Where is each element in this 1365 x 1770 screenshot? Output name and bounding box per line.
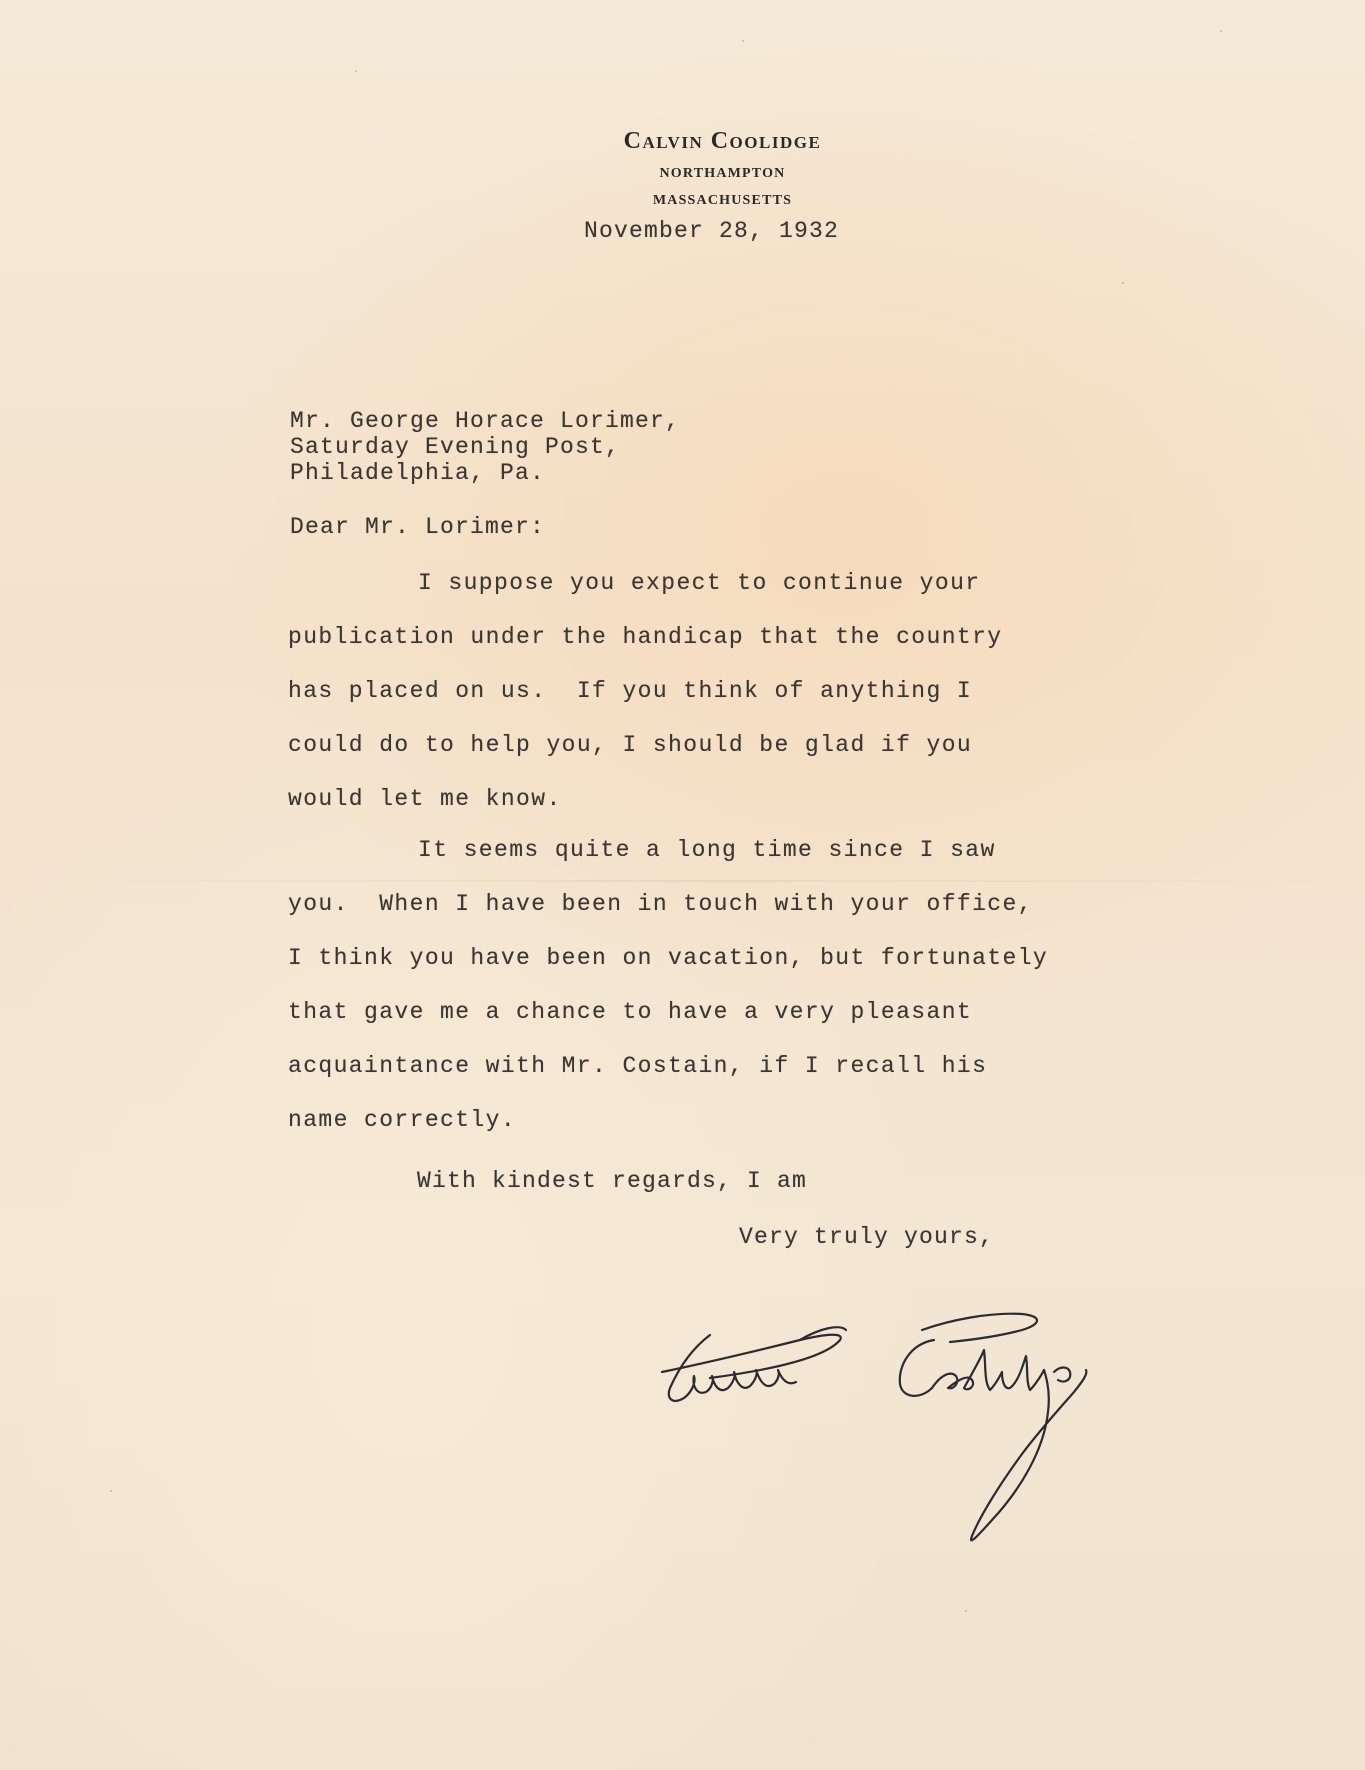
paper-speck	[110, 1490, 112, 1492]
paragraph-line: I think you have been on vacation, but fortunately	[288, 945, 1049, 971]
paragraph-line: name correctly.	[288, 1107, 517, 1133]
recipient-line-3: Philadelphia, Pa.	[290, 460, 546, 486]
paragraph-line: would let me know.	[288, 786, 562, 812]
body-paragraph-1	[288, 570, 1148, 840]
letterhead-name: Calvin Coolidge	[623, 128, 822, 154]
letter-date: November 28, 1932	[584, 218, 840, 244]
paper-speck	[742, 40, 744, 42]
paper-speck	[355, 70, 357, 72]
paper-speck	[1122, 282, 1124, 284]
body-paragraph-2	[288, 837, 1148, 1161]
paragraph-line: acquaintance with Mr. Costain, if I recall his	[288, 1053, 988, 1079]
paragraph-line: It seems quite a long time since I saw	[418, 837, 996, 863]
letterhead-city: NORTHAMPTON	[659, 166, 786, 181]
handwritten-signature	[650, 1310, 1150, 1560]
letterhead-state: MASSACHUSETTS	[652, 193, 793, 208]
paragraph-line: has placed on us. If you think of anything I	[288, 678, 973, 704]
complimentary-close: Very truly yours,	[739, 1224, 995, 1250]
paragraph-line: could do to help you, I should be glad if you	[288, 732, 973, 758]
recipient-line-2: Saturday Evening Post,	[290, 434, 621, 460]
salutation: Dear Mr. Lorimer:	[290, 514, 546, 540]
recipient-line-1: Mr. George Horace Lorimer,	[290, 408, 681, 434]
paragraph-line: I suppose you expect to continue your	[418, 570, 981, 596]
paragraph-line: you. When I have been in touch with your office,	[288, 891, 1033, 917]
paper-speck	[1220, 30, 1222, 32]
paper-speck	[965, 1610, 967, 1612]
paragraph-line: that gave me a chance to have a very pleasant	[288, 999, 973, 1025]
paragraph-line: publication under the handicap that the country	[288, 624, 1003, 650]
closing-line: With kindest regards, I am	[417, 1168, 808, 1194]
